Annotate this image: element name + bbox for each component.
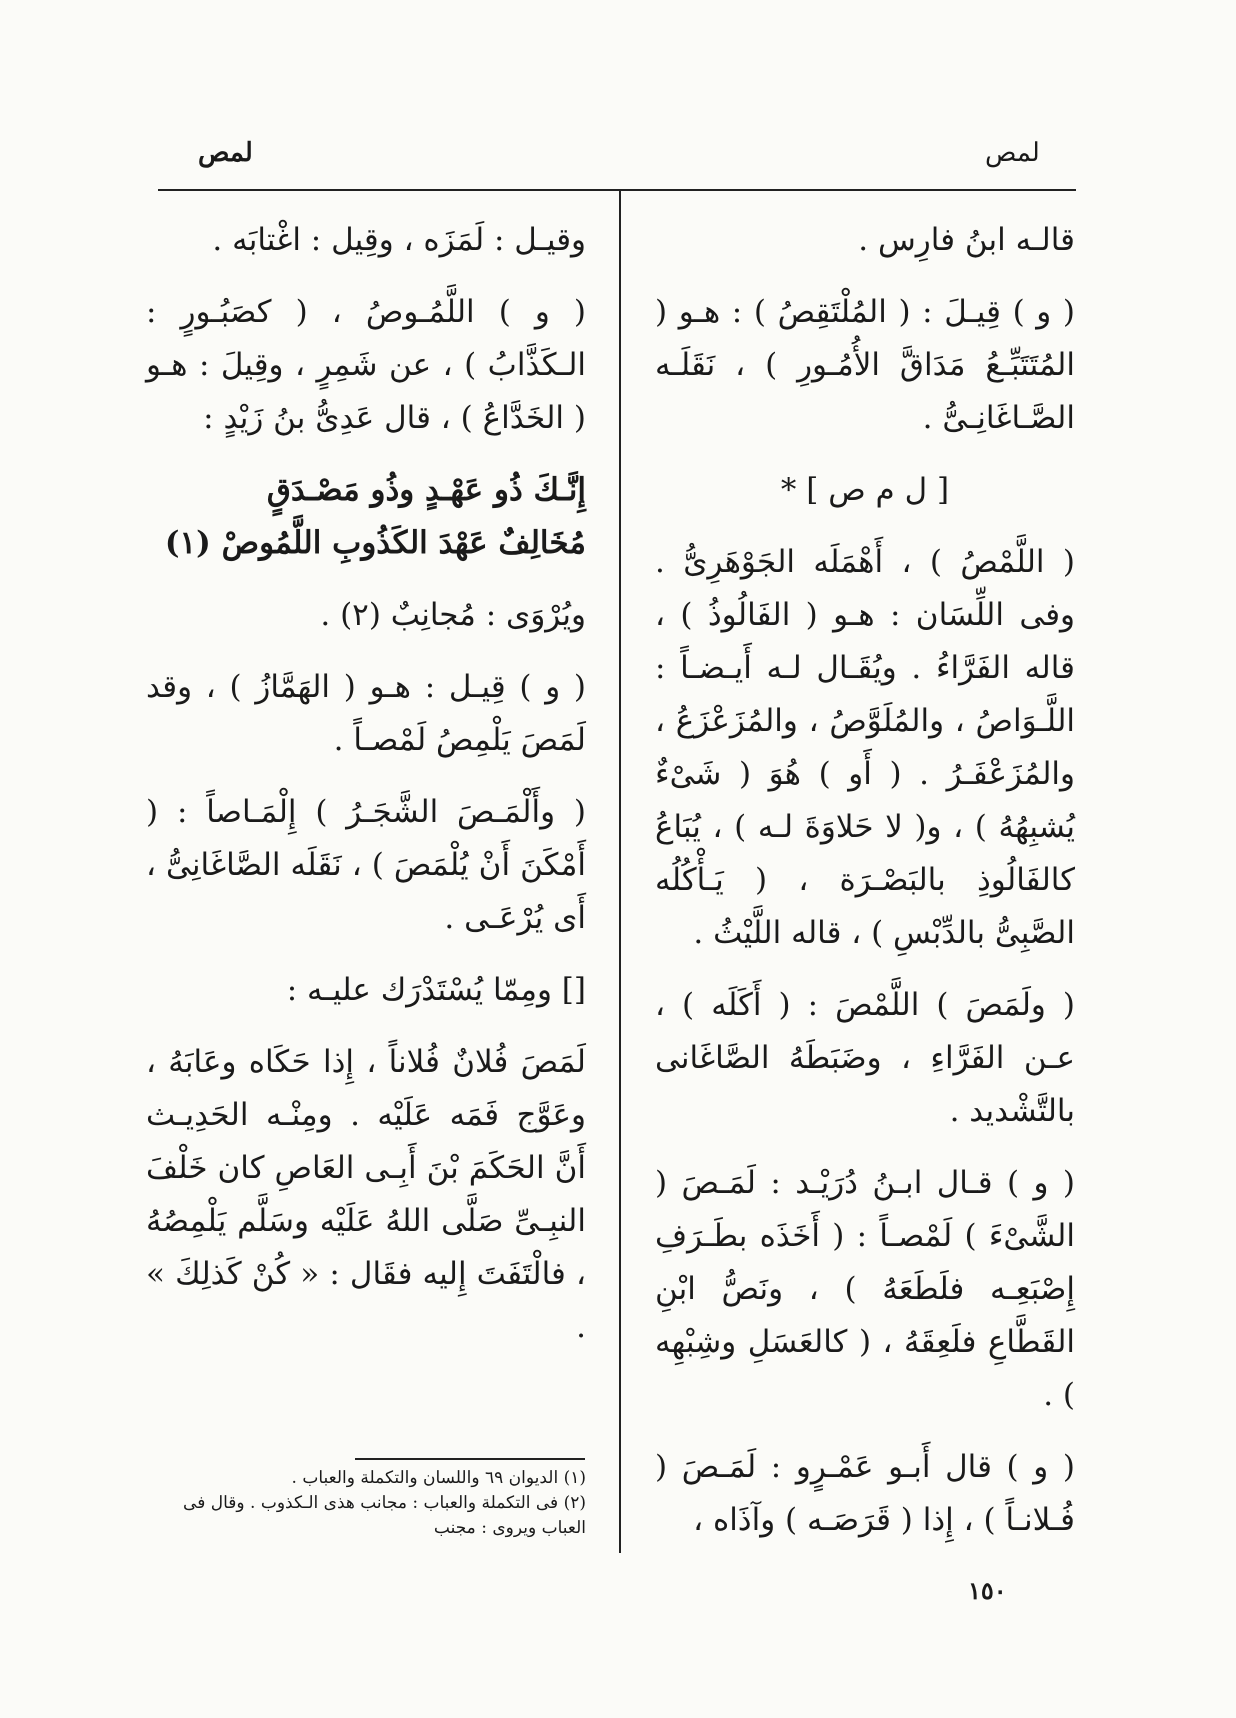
header-rule — [158, 189, 1076, 191]
page-number: ١٥٠ — [968, 1576, 1007, 1605]
running-head-right: لمص — [985, 138, 1040, 168]
footnote: (٢) فى التكملة والعباب : مجانب هذى الـكذوب . وقال فى العباب ويروى : مجنب — [183, 1493, 586, 1538]
paragraph: ( وأَلْمَـصَ الشَّجَـرُ ) إِلْمَـاصاً : ( أَمْكَنَ أَنْ يُلْمَصَ ) ، نَقَلَه الصَّاغَانِىُّ ، أَى يُرْعَـى . — [146, 794, 586, 936]
paragraph: ويُرْوَى : مُجانِبٌ (٢) . — [320, 597, 586, 633]
paragraph: قالـه ابنُ فارِس . — [858, 222, 1075, 258]
left-column — [146, 214, 586, 1373]
footnotes — [146, 1466, 586, 1541]
paragraph: ( و ) قِيـل : هـو ( الهَمَّازُ ) ، وقد لَمَصَ يَلْمِصُ لَمْصـاً . — [146, 669, 586, 758]
paragraph: ( و ) قـال ابـنُ دُرَيْـد : لَمَـصَ ( الشَّىْءَ ) لَمْصـاً : ( أَخَذَه بطَـرَفِ إِصْبَعِـه فلَطَعَهُ ) ، ونَصُّ ابْنِ القَطَّاعِ فلَعِقَهُ ، ( كالعَسَلِ وشِبْهِه ) . — [655, 1165, 1075, 1413]
paragraph: لَمَصَ فُلانٌ فُلاناً ، إِذا حَكَاه وعَابَهُ ، وعَوَّج فَمَه عَلَيْه . ومِنْـه الحَدِيـث أَنَّ الحَكَمَ بْنَ أَبِـى العَاصِ كان خَلْفَ النبِـىِّ صَلَّى اللهُ عَلَيْه وسَلَّم يَلْمِصُهُ ، فالْتَفَتَ إِليه فقَال : « كُنْ كَذلِكَ » . — [146, 1044, 586, 1345]
paragraph: ( اللَّمْصُ ) ، أَهْمَلَه الجَوْهَرِىُّ . وفى اللِّسَان : هـو ( الفَالُوذُ ) ، قاله الفَرَّاءُ . ويُقَـال لـه أَيـضـاً : اللَّـوَاصُ ، والمُلَوَّصُ ، والمُزَعْزَعُ ، والمُزَعْفَـرُ . ( أَو ) هُوَ ( شَىْءٌ يُشبِهُهُ ) ، و( لا حَلاوَةَ لـه ) ، يُبَاعُ كالفَالُوذِ بالبَصْـرَة ، ( يَـأْكُلُه الصَّبِىُّ بالدِّبْسِ ) ، قاله اللَّيْثُ . — [655, 544, 1075, 951]
paragraph: ( ولَمَصَ ) اللَّمْصَ : ( أَكَلَه ) ، عـن الفَرَّاءِ ، وضَبَطَهُ الصَّاغَانى بالتَّشْديد . — [655, 987, 1075, 1129]
footnote-rule — [355, 1458, 585, 1460]
paragraph: [] ومِمّا يُسْتَدْرَك عليـه : — [286, 972, 586, 1008]
footnote: (١) الديوان ٦٩ واللسان والتكملة والعباب . — [291, 1468, 586, 1488]
paragraph: ( و ) قال أَبـو عَمْـرٍو : لَمَـصَ ( فُـلانـاً ) ، إِذا ( قَرَصَـه ) وآذَاه ، — [655, 1449, 1075, 1538]
paragraph: وقيـل : لَمَزَه ، وقِيل : اغْتابَه . — [212, 222, 586, 258]
paragraph: ( و ) قِيـلَ : ( المُلْتَقِصُ ) : هـو ( المُتَتَبِّـعُ مَدَاقَّ الأُمُـورِ ) ، نَقَلَـه الصَّـاغَانِـىُّ . — [655, 294, 1075, 436]
running-head-left: لمص — [198, 138, 253, 168]
verse-line: إِنَّـكَ ذُو عَهْـدٍ وذُو مَصْـدَقٍ — [266, 472, 586, 508]
right-column — [655, 214, 1075, 1566]
paragraph: ( و ) اللَّمُـوصُ ، ( كصَبُـورٍ : الـكَذَّابُ ) ، عن شَمِرٍ ، وقِيلَ : هـو ( الخَدَّاعُ ) ، قال عَدِىُّ بنُ زَيْدٍ : — [146, 294, 586, 436]
verse-line: مُخَالِفٌ عَهْدَ الكَذُوبِ اللَّمُوصْ (١) — [164, 525, 586, 561]
column-divider — [619, 191, 621, 1553]
entry-heading: [ ل م ص ] * — [780, 472, 950, 508]
